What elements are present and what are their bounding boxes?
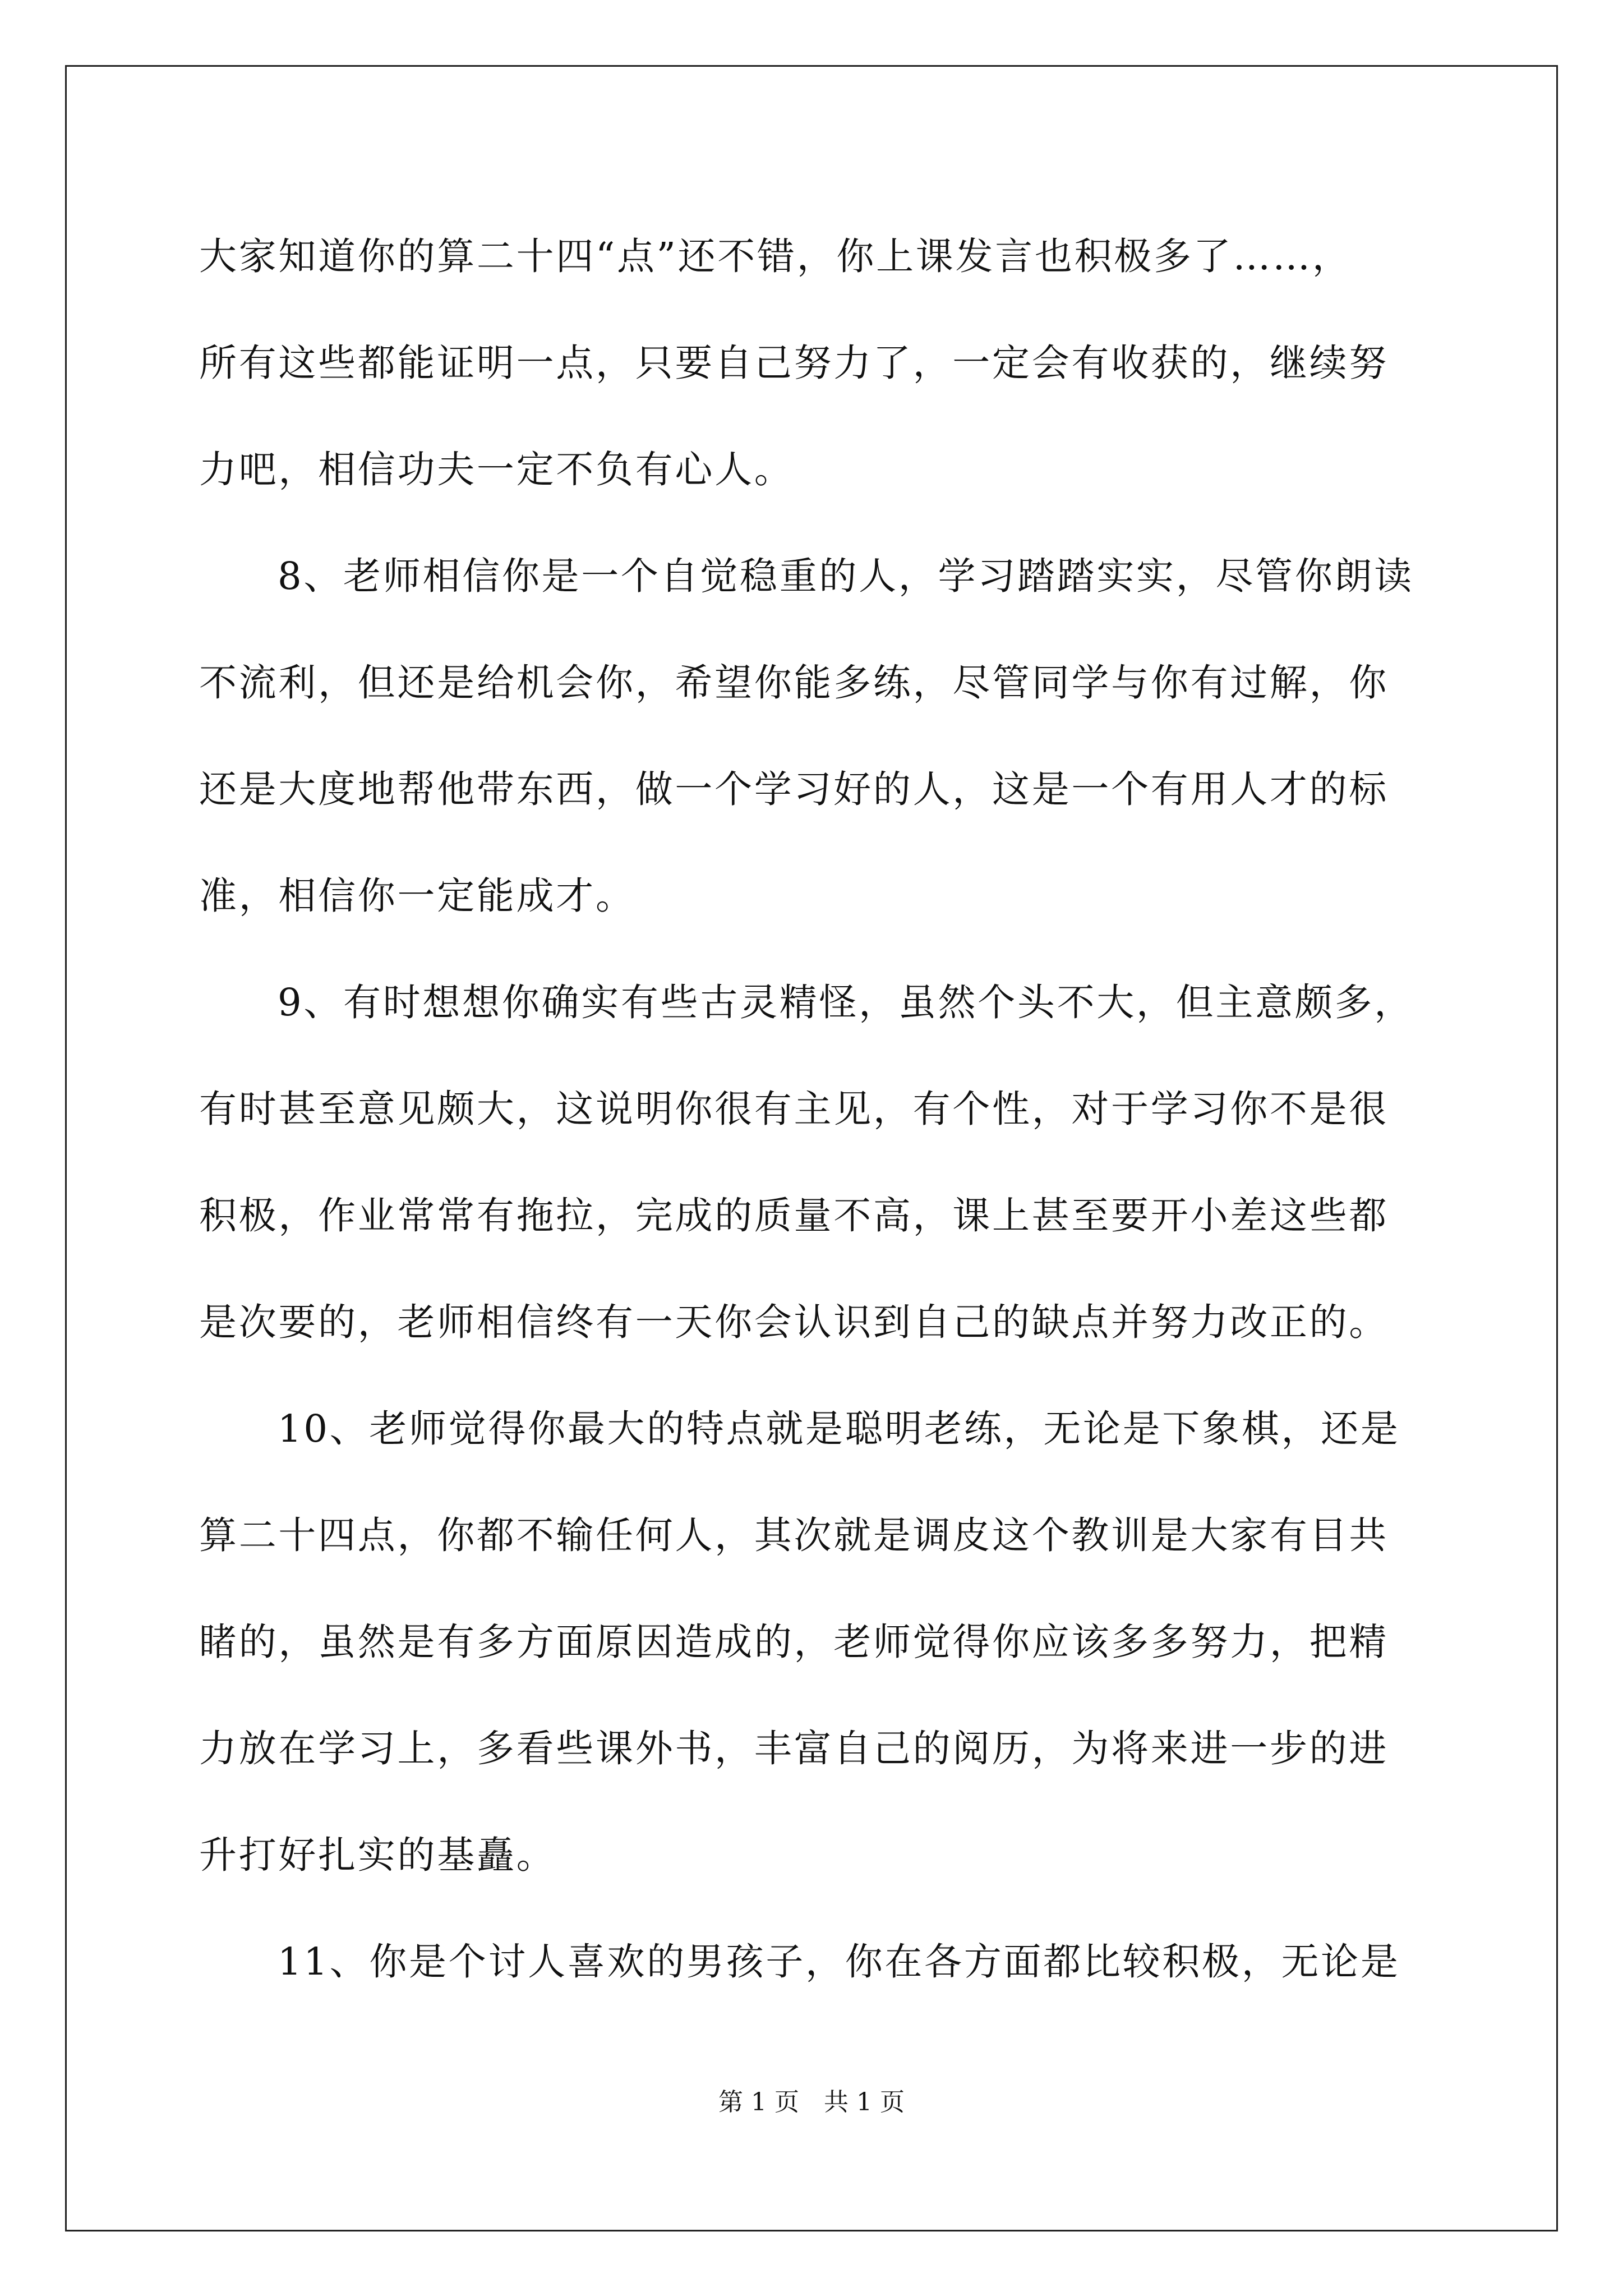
text-line: 算二十四点，你都不输任何人，其次就是调皮这个教训是大家有目共 (199, 1513, 1389, 1557)
text-line: 是次要的，老师相信终有一天你会认识到自己的缺点并努力改正的。 (199, 1300, 1389, 1344)
paragraph-start-10: 10、老师觉得你最大的特点就是聪明老练，无论是下象棋，还是 (278, 1407, 1400, 1451)
paragraph-start-8: 8、老师相信你是一个自觉稳重的人，学习踏踏实实，尽管你朗读 (278, 554, 1414, 598)
paragraph-start-9: 9、有时想想你确实有些古灵精怪，虽然个头不大，但主意颇多， (278, 981, 1414, 1024)
text-line: 力放在学习上，多看些课外书，丰富自己的阅历，为将来进一步的进 (199, 1727, 1389, 1770)
text-line: 有时甚至意见颇大，这说明你很有主见，有个性，对于学习你不是很 (199, 1087, 1389, 1131)
text-line: 睹的，虽然是有多方面原因造成的，老师觉得你应该多多努力，把精 (199, 1620, 1389, 1664)
text-line: 所有这些都能证明一点，只要自己努力了，一定会有收获的，继续努 (199, 341, 1389, 385)
text-line: 不流利，但还是给机会你，希望你能多练，尽管同学与你有过解，你 (199, 661, 1389, 705)
text-line: 大家知道你的算二十四“点”还不错，你上课发言也积极多了……， (199, 234, 1352, 278)
page-border (65, 65, 1558, 2231)
text-line: 准，相信你一定能成才。 (199, 874, 635, 918)
text-line: 积极，作业常常有拖拉，完成的质量不高，课上甚至要开小差这些都 (199, 1194, 1389, 1237)
text-line: 力吧，相信功夫一定不负有心人。 (199, 448, 794, 491)
page-footer: 第 1 页 共 1 页 (718, 2088, 905, 2116)
paragraph-start-11: 11、你是个讨人喜欢的男孩子，你在各方面都比较积极，无论是 (278, 1940, 1400, 1984)
text-line: 升打好扎实的基矗。 (199, 1833, 556, 1877)
text-line: 还是大度地帮他带东西，做一个学习好的人，这是一个有用人才的标 (199, 767, 1389, 811)
